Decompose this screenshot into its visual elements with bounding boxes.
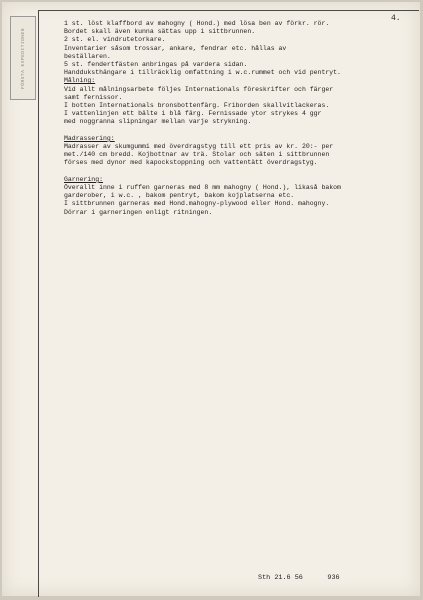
text-line: Inventarier såsom trossar, ankare, fendrar etc. hållas av xyxy=(64,44,287,52)
text-line: I botten Internationals bronsbottenfärg. Friborden skallvitlackeras. xyxy=(64,102,330,110)
text-line: beställaren. xyxy=(64,52,111,60)
text-line: Överallt inne i ruffen garneras med 8 mm mahogny ( Hond.), likaså bakom xyxy=(64,184,341,192)
archive-stamp xyxy=(10,16,36,100)
footer-number: 936 xyxy=(327,574,340,582)
text-line: garderober, i w.c. , bakom pentryt, bakom kojplatserna etc. xyxy=(64,192,295,200)
footer xyxy=(258,574,340,582)
document-page xyxy=(2,2,420,596)
text-line: förses med dynor med kapockstoppning och vattentätt överdragstyg. xyxy=(64,159,318,167)
text-line: 1 st. löst klaffbord av mahogny ( Hond.) med lösa ben av förkr. rör. xyxy=(64,20,330,27)
page-number: 4. xyxy=(391,14,401,23)
stamp-text: FÖRSTA EXPEDITIONEN xyxy=(20,27,26,89)
text-line: I vattenlinjen ett bälte i blå färg. Fernissade ytor strykes 4 ggr xyxy=(64,110,322,118)
text-line: I sittbrunnen garneras med Hond.mahogny-plywood eller Hond. mahogny. xyxy=(64,200,330,208)
text-line: Vid allt målningsarbete följes Internationals föreskrifter och färger xyxy=(64,85,334,93)
text-line: Dörrar i garneringen enligt ritningen. xyxy=(64,208,213,216)
text-line: met./140 cm bredd. Kojbottnar av trä. Stolar och säten i sittbrunnen xyxy=(64,151,330,159)
text-line: samt fernissor. xyxy=(64,93,123,101)
section-gap xyxy=(64,168,412,176)
section-gap xyxy=(64,127,412,135)
text-line: 5 st. fendertfästen anbringas på vardera sidan. xyxy=(64,61,248,69)
footer-place-date: Sth 21.6 56 xyxy=(258,574,303,582)
text-line: med noggranna slipningar mellan varje strykning. xyxy=(64,118,252,126)
text-line: Handduksthängare i tillräcklig omfattning i w.c.rummet och vid pentryt. xyxy=(64,69,341,77)
document-body xyxy=(64,20,412,217)
section-heading: Madrassering: xyxy=(64,134,115,142)
section-heading: Målning: xyxy=(64,77,96,85)
text-line: 2 st. el. vindrutetorkare. xyxy=(64,36,166,44)
text-line: Bordet skall även kunna sättas upp i sittbrunnen. xyxy=(64,28,256,36)
text-line: Madrasser av skumgummi med överdragstyg till ett pris av kr. 20:- per xyxy=(64,143,334,151)
section-heading: Garnering: xyxy=(64,175,104,183)
